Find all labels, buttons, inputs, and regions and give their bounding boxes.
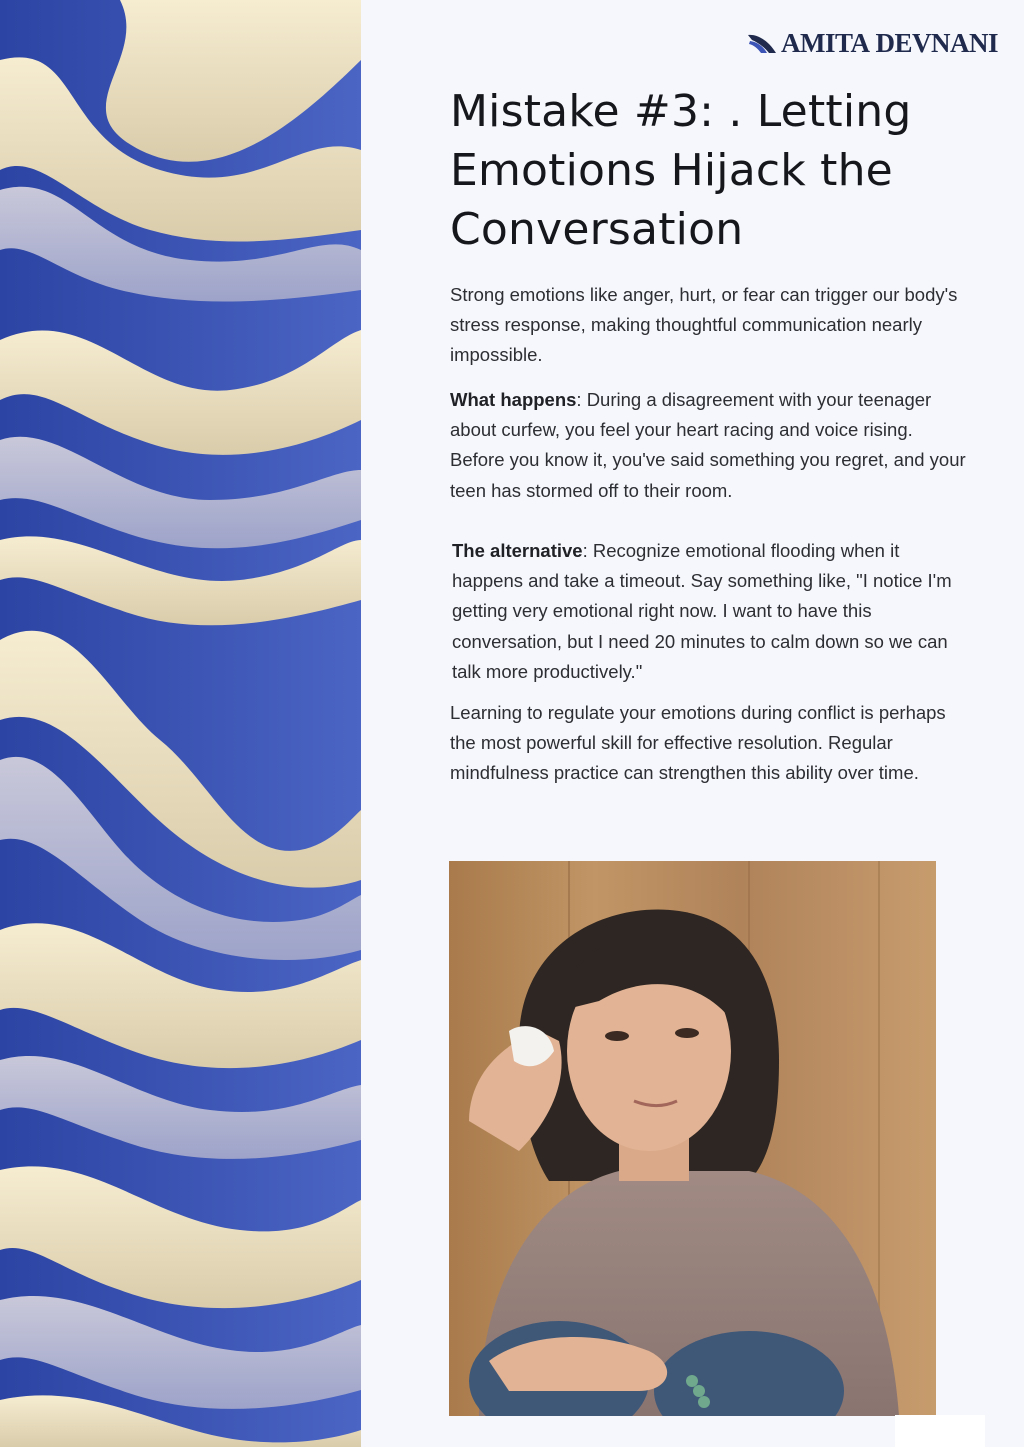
brand-logo bbox=[747, 28, 1004, 58]
alternative-paragraph bbox=[452, 536, 972, 687]
upset-woman-photo bbox=[449, 861, 936, 1416]
brand-name bbox=[781, 28, 1004, 59]
alternative-text: : Recognize emotional flooding when it happens and take a timeout. Say something like, "I notice I'm getting very emotional right now. I want to have this conversation, but I need 20 minutes to calm down so we can talk more productively." bbox=[452, 540, 952, 682]
decorative-wave-art bbox=[0, 0, 361, 1447]
intro-paragraph: Strong emotions like anger, hurt, or fear can trigger our body's stress response, making thoughtful communication nearly impossible. bbox=[450, 284, 958, 366]
closing-paragraph: Learning to regulate your emotions during conflict is perhaps the most powerful skill for effective resolution. Regular mindfulness practice can strengthen this ability over time. bbox=[450, 702, 946, 784]
brand-last-name: DEVNANI bbox=[875, 27, 999, 58]
brand-first-name: AMITA bbox=[781, 27, 870, 58]
page-title: Mistake #3: . Letting Emotions Hijack the Conversation bbox=[450, 86, 912, 255]
corner-white-block bbox=[895, 1415, 985, 1447]
what-happens-paragraph bbox=[450, 385, 970, 506]
what-happens-text: : During a disagreement with your teenager about curfew, you feel your heart racing and voice rising. Before you know it, you've said something you regret, and your teen has stormed off to their room. bbox=[450, 389, 966, 501]
content-column bbox=[361, 0, 1024, 1447]
what-happens-label: What happens bbox=[450, 389, 577, 410]
alternative-label: The alternative bbox=[452, 540, 583, 561]
feather-bird-icon bbox=[747, 32, 777, 54]
